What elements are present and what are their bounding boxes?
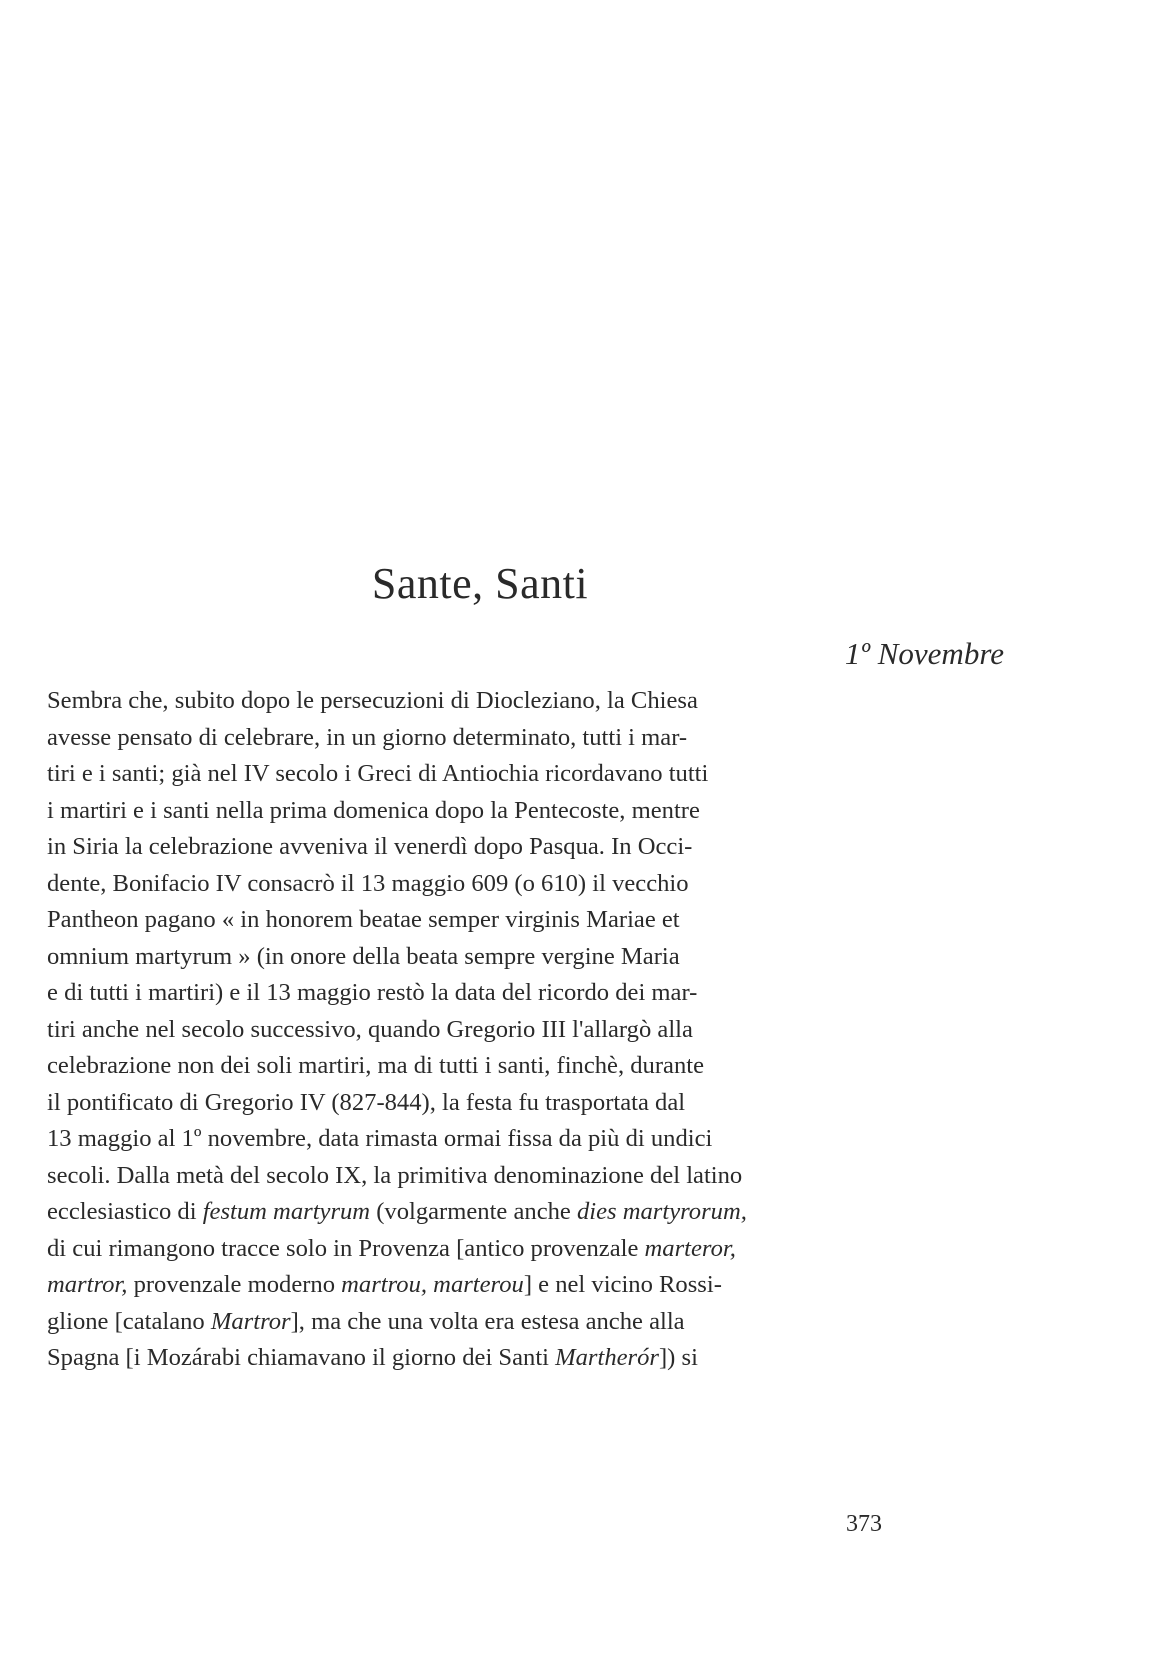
italic-term: dies martyrorum, <box>576 1198 747 1225</box>
feast-date: 1º Novembre <box>844 636 1004 671</box>
text-line <box>47 1304 900 1341</box>
text-line: in Siria la celebrazione avveniva il venerdì dopo Pasqua. In Occi- <box>47 833 693 860</box>
text-line <box>47 1340 900 1377</box>
text-line: e di tutti i martiri) e il 13 maggio restò la data del ricordo dei mar- <box>47 979 698 1006</box>
text-line: tiri e i santi; già nel IV secolo i Greci di Antiochia ricordavano tutti <box>47 760 709 787</box>
chapter-title: Sante, Santi <box>371 559 589 608</box>
italic-term: festum martyrum <box>202 1198 371 1225</box>
italic-term: martrou, marterou <box>341 1271 524 1298</box>
text-fragment: di cui rimangono tracce solo in Provenza [antico provenzale <box>47 1234 645 1262</box>
body-text <box>47 683 900 1377</box>
text-line: 13 maggio al 1º novembre, data rimasta ormai fissa da più di undici <box>47 1125 713 1152</box>
text-line <box>47 1267 900 1304</box>
text-line: Sembra che, subito dopo le persecuzioni di Diocleziano, la Chiesa <box>47 687 698 714</box>
text-line: i martiri e i santi nella prima domenica dopo la Pentecoste, mentre <box>47 796 700 824</box>
text-fragment: glione [catalano <box>47 1307 211 1335</box>
italic-term: Martherór <box>555 1344 659 1371</box>
text-line: il pontificato di Gregorio IV (827-844), la festa fu trasportata dal <box>47 1088 686 1116</box>
text-line <box>47 1194 900 1231</box>
text-fragment: provenzale moderno <box>127 1271 342 1298</box>
page-number: 373 <box>846 1511 882 1537</box>
text-fragment: ]) si <box>658 1344 698 1371</box>
text-fragment: Spagna [i Mozárabi chiamavano il giorno dei Santi <box>47 1344 556 1371</box>
text-line: secoli. Dalla metà del secolo IX, la primitiva denominazione del latino <box>47 1161 743 1189</box>
text-line: omnium martyrum » (in onore della beata sempre vergine Maria <box>47 942 680 970</box>
text-line: avesse pensato di celebrare, in un giorno determinato, tutti i mar- <box>47 723 688 751</box>
text-fragment: (volgarmente anche <box>370 1198 577 1225</box>
text-line <box>47 1231 900 1268</box>
text-line: tiri anche nel secolo successivo, quando Gregorio III l'allargò alla <box>47 1015 693 1043</box>
text-fragment: ecclesiastico di <box>47 1198 203 1225</box>
text-line: Pantheon pagano « in honorem beatae semper virginis Mariae et <box>47 906 680 933</box>
italic-term: Martror <box>210 1307 291 1335</box>
italic-term: marteror, <box>644 1234 736 1262</box>
text-fragment: ] e nel vicino Rossi- <box>523 1271 722 1298</box>
text-line: celebrazione non dei soli martiri, ma di tutti i santi, finchè, durante <box>47 1052 704 1079</box>
text-line: dente, Bonifacio IV consacrò il 13 maggio 609 (o 610) il vecchio <box>47 869 689 897</box>
text-fragment: ], ma che una volta era estesa anche alla <box>290 1307 685 1335</box>
italic-term: martror, <box>47 1271 128 1298</box>
